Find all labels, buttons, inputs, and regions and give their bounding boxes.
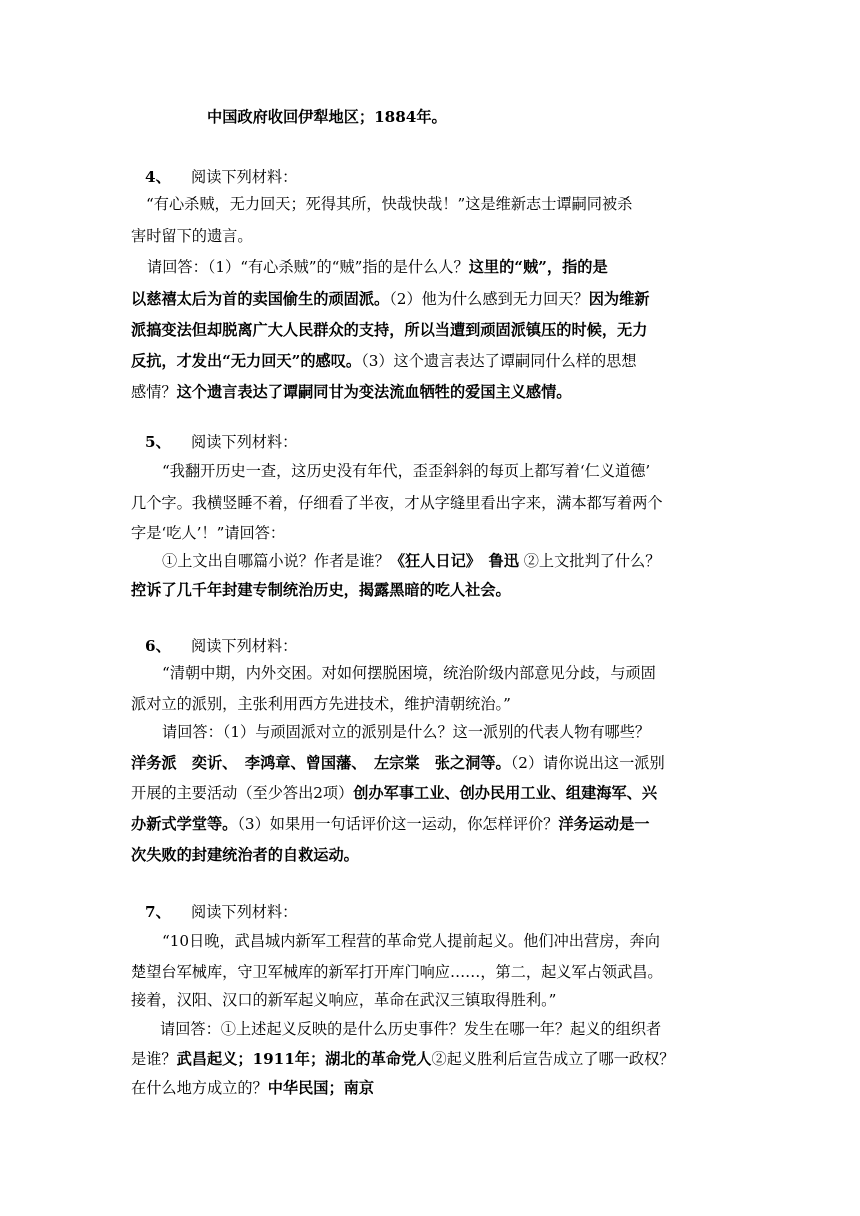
- q4-number: 4、: [145, 168, 171, 186]
- q6-intro: 阅读下列材料：: [191, 637, 298, 655]
- q6-question-2: 开展的主要活动（至少答出2项）: [131, 784, 354, 802]
- q5-intro: 阅读下列材料：: [191, 433, 298, 451]
- q4-question-1: 请回答：（1）“有心杀贼”的“贼”指的是什么人？: [147, 258, 469, 276]
- q7-question-1: 请回答：①上述起义反映的是什么历史事件？发生在哪一年？起义的组织者: [160, 1020, 662, 1038]
- q6-number: 6、: [145, 637, 171, 655]
- q4-question-3: （3）这个遗言表达了谭嗣同什么样的思想: [361, 352, 637, 370]
- q4-answer-2: 反抗，才发出“无力回天”的感叹。: [131, 352, 362, 370]
- q6-question-1: 请回答：（1）与顽固派对立的派别是什么？这一派别的代表人物有哪些？: [162, 723, 651, 741]
- q6-answer-1: 洋务派 奕䜣、 李鸿章、曾国藩、 左宗棠 张之洞等。: [131, 754, 511, 772]
- q7-quote-line: 接着，汉阳、汉口的新军起义响应，革命在武汉三镇取得胜利。”: [131, 991, 557, 1009]
- q7-question-1: 是谁？: [131, 1050, 177, 1068]
- q7-answer-1: 武昌起义；1911年；湖北的革命党人: [176, 1050, 432, 1068]
- q5-question-2: ②上文批判了什么？: [523, 552, 661, 570]
- q4-intro: 阅读下列材料：: [191, 168, 298, 186]
- q6-answer-line: [131, 781, 733, 805]
- q7-heading: [145, 900, 747, 924]
- q6-answer-line: [131, 751, 733, 775]
- q7-quote-line: “10日晚，武昌城内新军工程营的革命党人提前起义。他们冲出营房，奔向: [162, 932, 660, 950]
- q7-answer-line: [131, 1076, 733, 1100]
- q4-answer-3: 这个遗言表达了谭嗣同甘为变法流血牺牲的爱国主义感情。: [176, 383, 572, 401]
- q7-answer-2: 中华民国；南京: [267, 1079, 374, 1097]
- q6-answer-2: 创办军事工业、创办民用工业、组建海军、兴: [353, 784, 658, 802]
- q5-question-1: ①上文出自哪篇小说？作者是谁？: [162, 552, 390, 570]
- q6-quote-line: “清朝中期，内外交困。对如何摆脱困境，统治阶级内部意见分歧，与顽固: [162, 664, 656, 682]
- q7-number: 7、: [145, 903, 171, 921]
- q4-heading: [145, 165, 747, 189]
- q7-intro: 阅读下列材料：: [191, 903, 298, 921]
- q7-quote-line: 楚望台军械库，守卫军械库的新军打开库门响应……，第二，起义军占领武昌。: [131, 963, 663, 981]
- q4-answer-line: [147, 255, 749, 279]
- q4-answer-line: [131, 349, 733, 373]
- q5-answer-1: 《狂人日记》 鲁迅: [389, 552, 519, 570]
- q6-answer-2: 办新式学堂等。: [131, 815, 238, 833]
- q5-quote-line: 字是‘吃人’！”请回答：: [131, 524, 286, 542]
- q6-heading: [145, 634, 747, 658]
- q5-answer-line: [162, 549, 764, 573]
- q4-answer-1: 这里的“贼”，指的是: [468, 258, 608, 276]
- q4-answer-2: 因为维新: [588, 290, 650, 308]
- previous-answer: 中国政府收回伊犁地区；1884年。: [207, 108, 447, 126]
- q6-question-3: （3）如果用一句话评价这一运动，你怎样评价？: [237, 815, 559, 833]
- q6-question-2: （2）请你说出这一派别: [510, 754, 665, 772]
- q6-answer-3: 次失败的封建统治者的自救运动。: [131, 846, 359, 864]
- q7-answer-line: [131, 1047, 733, 1071]
- q5-answer-2: 控诉了几千年封建专制统治历史，揭露黑暗的吃人社会。: [131, 581, 511, 599]
- q4-question-3: 感情？: [131, 383, 177, 401]
- q4-answer-2: 派搞变法但却脱离广大人民群众的支持，所以当遭到顽固派镇压的时候，无力: [131, 321, 648, 339]
- q4-quote-line: 害时留下的遗言。: [131, 227, 253, 245]
- q6-quote-line: 派对立的派别，主张利用西方先进技术，维护清朝统治。”: [131, 695, 511, 713]
- q6-answer-3: 洋务运动是一: [558, 815, 650, 833]
- q5-quote-line: “我翻开历史一查，这历史没有年代，歪歪斜斜的每页上都写着‘仁义道德’: [162, 462, 651, 480]
- q5-number: 5、: [145, 433, 171, 451]
- q6-answer-line: [131, 812, 733, 836]
- q4-question-2: （2）他为什么感到无力回天？: [389, 290, 589, 308]
- q5-heading: [145, 430, 747, 454]
- q4-quote-line: “有心杀贼，无力回天；死得其所，快哉快哉！”这是维新志士谭嗣同被杀: [146, 195, 633, 213]
- q5-quote-line: 几个字。我横竖睡不着，仔细看了半夜，才从字缝里看出字来，满本都写着两个: [131, 494, 663, 512]
- q4-answer-1: 以慈禧太后为首的卖国偷生的顽固派。: [131, 290, 390, 308]
- q4-answer-line: [131, 287, 733, 311]
- q7-question-2: 在什么地方成立的？: [131, 1079, 268, 1097]
- q4-answer-line: [131, 380, 733, 404]
- q7-question-2: ②起义胜利后宣告成立了哪一政权？: [431, 1050, 675, 1068]
